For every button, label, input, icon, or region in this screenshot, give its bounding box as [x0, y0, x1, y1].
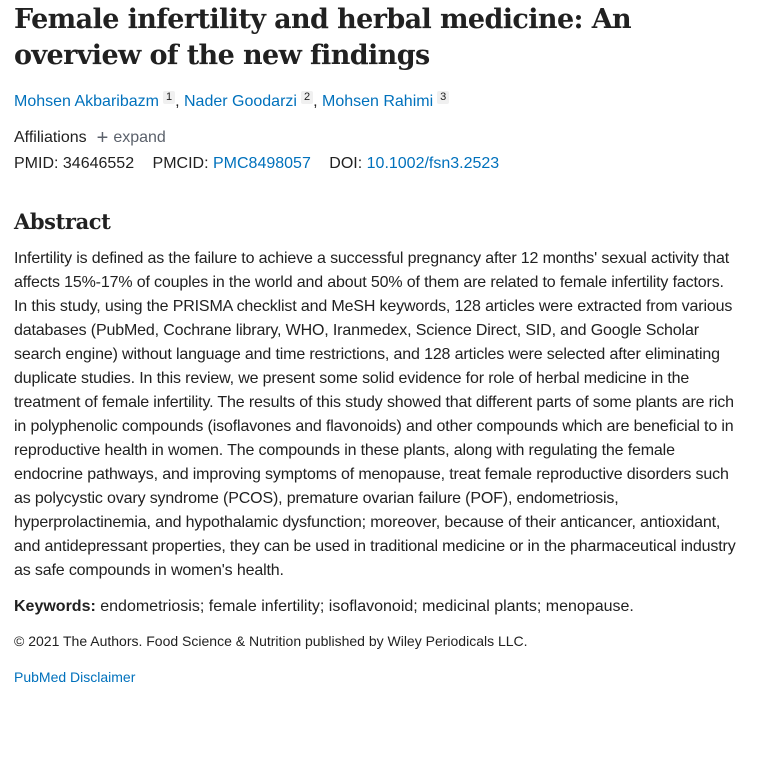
pmid	[14, 155, 139, 172]
pmcid-link[interactable]: PMC8498057	[213, 155, 311, 172]
keywords-text: endometriosis; female infertility; isoflavonoid; medicinal plants; menopause.	[100, 598, 634, 615]
abstract-text: Infertility is defined as the failure to achieve a successful pregnancy after 12 months' sexual activity that affects 15%-17% of couples in the world and about 50% of them are related to female infertility factors. In this study, using the PRISMA checklist and MeSH keywords, 128 articles were extracted from various databases (PubMed, Cochrane library, WHO, Iranmedex, Science Direct, SID, and Google Scholar search engine) without language and time restrictions, and 128 articles were selected after eliminating duplicate studies. In this review, we present some solid evidence for role of herbal medicine in the treatment of female infertility. The results of this study showed that different parts of some plants are rich in polyphenolic compounds (isoflavones and flavonoids) and other compounds which are beneficial to in reproductive health in women. The compounds in these plants, along with regulating the female endocrine pathways, and improving symptoms of menopause, treat female reproductive disorders such as polycystic ovary syndrome (PCOS), premature ovarian failure (POF), endometriosis, hyperprolactinemia, and hypothalamic dysfunction; moreover, because of their anticancer, antioxidant, and antidepressant properties, they can be used in traditional medicine or in the pharmaceutical industry as safe compounds in women's health.	[14, 250, 736, 579]
affiliation-number[interactable]: 3	[437, 91, 449, 104]
article-identifiers	[14, 154, 744, 174]
pmcid-label: PMCID:	[152, 155, 209, 172]
affiliations-label: Affiliations	[14, 129, 87, 146]
disclaimer	[14, 667, 744, 687]
doi	[329, 155, 499, 172]
author-link[interactable]: Nader Goodarzi	[184, 93, 297, 110]
affiliation-number[interactable]: 1	[163, 91, 175, 104]
copyright-notice: © 2021 The Authors. Food Science & Nutrition published by Wiley Periodicals LLC.	[14, 633, 528, 649]
author-separator: ,	[313, 93, 318, 110]
author-separator: ,	[175, 93, 180, 110]
affiliation-number[interactable]: 2	[301, 91, 313, 104]
article-page	[0, 2, 758, 687]
author-link[interactable]: Mohsen Rahimi	[321, 93, 434, 110]
affiliations-row	[14, 128, 744, 148]
doi-label: DOI:	[329, 155, 363, 172]
plus-icon: +	[96, 127, 109, 149]
abstract-heading: Abstract	[14, 209, 111, 234]
doi-link[interactable]: 10.1002/fsn3.2523	[366, 155, 500, 172]
keywords	[14, 595, 744, 619]
authors-list	[14, 91, 744, 112]
keywords-label: Keywords:	[14, 598, 96, 615]
expand-label: expand	[113, 129, 166, 146]
author-link[interactable]: Mohsen Akbaribazm	[14, 93, 159, 110]
article-title: Female infertility and herbal medicine: An overview of the new findings	[14, 4, 632, 71]
pubmed-disclaimer-link[interactable]: PubMed Disclaimer	[14, 669, 136, 685]
pmid-value: 34646552	[62, 155, 135, 172]
pmcid	[153, 155, 316, 172]
pmid-label: PMID:	[14, 155, 59, 172]
expand-affiliations-button[interactable]	[97, 128, 166, 148]
